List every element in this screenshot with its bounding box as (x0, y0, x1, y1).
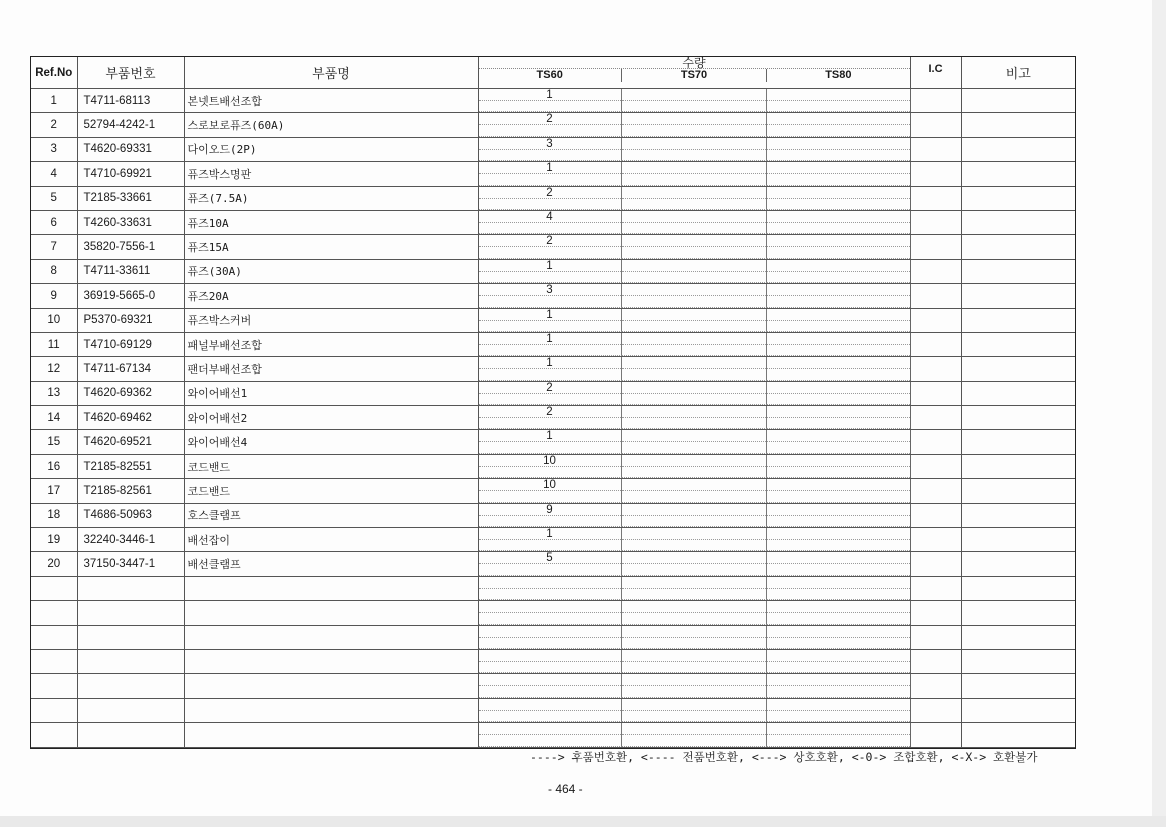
remarks-cell (961, 162, 1075, 186)
ref-no-cell: 15 (31, 430, 77, 454)
qty-ts60-value: 1 (546, 308, 553, 321)
header-ref-no: Ref.No (31, 57, 77, 89)
qty-ts60 (479, 674, 622, 697)
ic-cell (910, 162, 961, 186)
ref-no-cell: 7 (31, 235, 77, 259)
qty-ts60 (479, 235, 622, 258)
table-row (31, 137, 1075, 161)
part-name-cell: 와이어배선4 (184, 430, 478, 454)
ref-no-cell: 4 (31, 162, 77, 186)
qty-ts60 (479, 699, 622, 722)
qty-ts80 (767, 430, 910, 453)
qty-ts60 (479, 430, 622, 453)
table-row (31, 381, 1075, 405)
qty-ts60 (479, 577, 622, 600)
part-no-cell: 37150-3447-1 (77, 552, 184, 576)
part-name-cell: 코드밴드 (184, 479, 478, 503)
remarks-cell (961, 381, 1075, 405)
remarks-cell (961, 259, 1075, 283)
ic-cell (910, 723, 961, 747)
remarks-cell (961, 113, 1075, 137)
ref-no-cell (31, 625, 77, 649)
qty-ts70 (622, 674, 767, 697)
part-name-cell: 팬더부배선조합 (184, 357, 478, 381)
part-no-cell: T4710-69921 (77, 162, 184, 186)
remarks-cell (961, 698, 1075, 722)
ic-cell (910, 430, 961, 454)
ref-no-cell: 9 (31, 284, 77, 308)
header-quantity (478, 57, 910, 89)
qty-ts80 (767, 504, 910, 527)
header-part-no: 부품번호 (77, 57, 184, 89)
qty-ts70 (622, 382, 767, 405)
ic-cell (910, 479, 961, 503)
part-name-cell: 와이어배선1 (184, 381, 478, 405)
ref-no-cell (31, 698, 77, 722)
qty-ts60-value: 3 (546, 137, 553, 150)
qty-ts80 (767, 528, 910, 551)
part-no-cell: T2185-82561 (77, 479, 184, 503)
qty-ts60 (479, 162, 622, 185)
qty-ts60-value: 9 (546, 503, 553, 516)
qty-ts70 (622, 309, 767, 332)
qty-ts60 (479, 552, 622, 575)
part-no-cell: T4711-67134 (77, 357, 184, 381)
qty-ts60 (479, 89, 622, 112)
part-no-cell (77, 625, 184, 649)
ref-no-cell (31, 576, 77, 600)
qty-ts60 (479, 113, 622, 136)
remarks-cell (961, 576, 1075, 600)
qty-ts80 (767, 552, 910, 575)
header-part-name: 부품명 (184, 57, 478, 89)
qty-ts60-value: 2 (546, 381, 553, 394)
part-no-cell: T4620-69362 (77, 381, 184, 405)
qty-ts80 (767, 479, 910, 502)
interchangeability-legend: ----> 후품번호환, <---- 전품번호환, <---> 상호호환, <-0-> 조합호환, <-X-> 호환불가 (530, 750, 1038, 764)
ic-cell (910, 698, 961, 722)
qty-ts70 (622, 162, 767, 185)
ic-cell (910, 284, 961, 308)
part-name-cell: 코드밴드 (184, 454, 478, 478)
qty-ts60 (479, 309, 622, 332)
qty-ts70 (622, 626, 767, 649)
part-name-cell: 퓨즈15A (184, 235, 478, 259)
part-name-cell: 퓨즈박스커버 (184, 308, 478, 332)
qty-ts70 (622, 284, 767, 307)
table-row (31, 284, 1075, 308)
ic-cell (910, 625, 961, 649)
remarks-cell (961, 357, 1075, 381)
qty-ts70 (622, 577, 767, 600)
qty-ts70 (622, 211, 767, 234)
qty-ts80 (767, 723, 910, 746)
remarks-cell (961, 625, 1075, 649)
parts-table (31, 57, 1075, 748)
qty-ts60 (479, 211, 622, 234)
remarks-cell (961, 89, 1075, 113)
part-name-cell (184, 698, 478, 722)
ic-cell (910, 406, 961, 430)
remarks-cell (961, 235, 1075, 259)
qty-ts60-value: 2 (546, 113, 553, 126)
qty-ts80 (767, 138, 910, 161)
qty-ts70 (622, 699, 767, 722)
header-model-ts60: TS60 (479, 69, 622, 82)
qty-ts80 (767, 260, 910, 283)
remarks-cell (961, 430, 1075, 454)
remarks-cell (961, 601, 1075, 625)
qty-ts70 (622, 528, 767, 551)
ic-cell (910, 259, 961, 283)
remarks-cell (961, 137, 1075, 161)
ref-no-cell (31, 723, 77, 747)
qty-ts60-value: 5 (546, 552, 553, 565)
ref-no-cell (31, 601, 77, 625)
table-row (31, 259, 1075, 283)
qty-ts70 (622, 430, 767, 453)
qty-ts60-value: 1 (546, 162, 553, 175)
qty-ts60-value: 1 (546, 357, 553, 370)
table-row (31, 89, 1075, 113)
part-no-cell: T4686-50963 (77, 503, 184, 527)
ic-cell (910, 89, 961, 113)
part-no-cell: T4711-68113 (77, 89, 184, 113)
table-row (31, 406, 1075, 430)
part-no-cell: T4620-69521 (77, 430, 184, 454)
qty-ts70 (622, 333, 767, 356)
qty-ts70 (622, 113, 767, 136)
table-row (31, 479, 1075, 503)
qty-ts60-value: 1 (546, 89, 553, 101)
part-name-cell: 패널부배선조합 (184, 332, 478, 356)
empty-table-row (31, 625, 1075, 649)
qty-ts80 (767, 211, 910, 234)
part-no-cell: T2185-33661 (77, 186, 184, 210)
part-no-cell: 52794-4242-1 (77, 113, 184, 137)
qty-ts60 (479, 406, 622, 429)
part-name-cell (184, 649, 478, 673)
qty-ts70 (622, 479, 767, 502)
table-row (31, 162, 1075, 186)
part-no-cell (77, 723, 184, 747)
table-row (31, 357, 1075, 381)
table-row (31, 210, 1075, 234)
ic-cell (910, 357, 961, 381)
ref-no-cell: 5 (31, 186, 77, 210)
ic-cell (910, 576, 961, 600)
part-name-cell: 퓨즈20A (184, 284, 478, 308)
qty-ts60 (479, 187, 622, 210)
part-no-cell: T2185-82551 (77, 454, 184, 478)
qty-ts80 (767, 699, 910, 722)
empty-table-row (31, 674, 1075, 698)
qty-ts60 (479, 382, 622, 405)
qty-ts60-value: 10 (543, 479, 556, 492)
ref-no-cell: 1 (31, 89, 77, 113)
ref-no-cell: 10 (31, 308, 77, 332)
qty-ts60 (479, 479, 622, 502)
qty-ts70 (622, 552, 767, 575)
part-name-cell: 퓨즈(7.5A) (184, 186, 478, 210)
qty-ts60 (479, 723, 622, 746)
header-remarks: 비고 (961, 57, 1075, 89)
remarks-cell (961, 723, 1075, 747)
ic-cell (910, 601, 961, 625)
qty-ts60-value: 10 (543, 454, 556, 467)
qty-ts60-value: 1 (546, 332, 553, 345)
part-no-cell (77, 698, 184, 722)
ic-cell (910, 381, 961, 405)
qty-ts80 (767, 187, 910, 210)
ic-cell (910, 454, 961, 478)
ic-cell (910, 332, 961, 356)
qty-ts80 (767, 406, 910, 429)
qty-ts80 (767, 601, 910, 624)
qty-ts80 (767, 626, 910, 649)
ref-no-cell: 19 (31, 528, 77, 552)
part-no-cell: 36919-5665-0 (77, 284, 184, 308)
header-model-ts70: TS70 (622, 69, 767, 82)
part-name-cell: 다이오드(2P) (184, 137, 478, 161)
qty-ts60-value: 1 (546, 259, 553, 272)
qty-ts80 (767, 235, 910, 258)
part-no-cell (77, 649, 184, 673)
part-no-cell: T4710-69129 (77, 332, 184, 356)
part-name-cell (184, 601, 478, 625)
qty-ts70 (622, 138, 767, 161)
table-row (31, 113, 1075, 137)
part-name-cell: 퓨즈10A (184, 210, 478, 234)
qty-ts70 (622, 504, 767, 527)
qty-ts70 (622, 406, 767, 429)
qty-ts60-value: 4 (546, 210, 553, 223)
qty-ts70 (622, 187, 767, 210)
qty-ts60 (479, 455, 622, 478)
remarks-cell (961, 552, 1075, 576)
part-no-cell: 35820-7556-1 (77, 235, 184, 259)
qty-ts60 (479, 504, 622, 527)
qty-ts70 (622, 89, 767, 112)
part-no-cell: T4620-69462 (77, 406, 184, 430)
qty-ts80 (767, 455, 910, 478)
table-body (31, 89, 1075, 748)
table-header (31, 57, 1075, 89)
qty-ts80 (767, 284, 910, 307)
ref-no-cell: 11 (31, 332, 77, 356)
qty-ts70 (622, 650, 767, 673)
part-name-cell: 와이어배선2 (184, 406, 478, 430)
remarks-cell (961, 674, 1075, 698)
table-row (31, 454, 1075, 478)
ref-no-cell (31, 649, 77, 673)
qty-ts60 (479, 626, 622, 649)
part-no-cell: T4620-69331 (77, 137, 184, 161)
qty-ts80 (767, 357, 910, 380)
part-no-cell (77, 576, 184, 600)
table-row (31, 235, 1075, 259)
ref-no-cell: 14 (31, 406, 77, 430)
empty-table-row (31, 698, 1075, 722)
remarks-cell (961, 284, 1075, 308)
remarks-cell (961, 186, 1075, 210)
qty-ts60 (479, 357, 622, 380)
ref-no-cell: 3 (31, 137, 77, 161)
remarks-cell (961, 308, 1075, 332)
part-no-cell (77, 601, 184, 625)
qty-ts60 (479, 260, 622, 283)
qty-ts60 (479, 284, 622, 307)
remarks-cell (961, 479, 1075, 503)
ic-cell (910, 113, 961, 137)
part-name-cell (184, 723, 478, 747)
qty-ts70 (622, 235, 767, 258)
ref-no-cell: 12 (31, 357, 77, 381)
qty-ts70 (622, 357, 767, 380)
qty-ts80 (767, 89, 910, 112)
part-name-cell: 스로보로퓨즈(60A) (184, 113, 478, 137)
table-row (31, 186, 1075, 210)
ref-no-cell: 20 (31, 552, 77, 576)
ic-cell (910, 186, 961, 210)
part-name-cell (184, 576, 478, 600)
part-no-cell (77, 674, 184, 698)
qty-ts80 (767, 113, 910, 136)
ic-cell (910, 503, 961, 527)
qty-ts80 (767, 309, 910, 332)
remarks-cell (961, 649, 1075, 673)
qty-ts60-value: 1 (546, 430, 553, 443)
ic-cell (910, 210, 961, 234)
ref-no-cell: 13 (31, 381, 77, 405)
part-name-cell (184, 674, 478, 698)
ref-no-cell: 6 (31, 210, 77, 234)
remarks-cell (961, 332, 1075, 356)
qty-ts60-value: 2 (546, 235, 553, 248)
ref-no-cell: 18 (31, 503, 77, 527)
ic-cell (910, 308, 961, 332)
part-no-cell: P5370-69321 (77, 308, 184, 332)
empty-table-row (31, 723, 1075, 747)
ic-cell (910, 552, 961, 576)
qty-ts70 (622, 601, 767, 624)
qty-ts80 (767, 162, 910, 185)
part-name-cell: 본넷트배선조합 (184, 89, 478, 113)
qty-ts60 (479, 528, 622, 551)
empty-table-row (31, 576, 1075, 600)
qty-ts80 (767, 577, 910, 600)
remarks-cell (961, 406, 1075, 430)
remarks-cell (961, 454, 1075, 478)
ic-cell (910, 674, 961, 698)
qty-ts70 (622, 455, 767, 478)
qty-ts80 (767, 333, 910, 356)
qty-ts60-value: 3 (546, 284, 553, 297)
remarks-cell (961, 210, 1075, 234)
qty-ts60-value: 1 (546, 528, 553, 541)
qty-ts60 (479, 601, 622, 624)
qty-ts60 (479, 138, 622, 161)
qty-ts60-value: 2 (546, 186, 553, 199)
part-name-cell: 배선잡이 (184, 528, 478, 552)
ic-cell (910, 649, 961, 673)
qty-ts80 (767, 382, 910, 405)
remarks-cell (961, 503, 1075, 527)
empty-table-row (31, 649, 1075, 673)
remarks-cell (961, 528, 1075, 552)
qty-ts60 (479, 650, 622, 673)
qty-ts60 (479, 333, 622, 356)
ref-no-cell: 8 (31, 259, 77, 283)
qty-ts60-value: 2 (546, 406, 553, 419)
qty-ts70 (622, 723, 767, 746)
ic-cell (910, 137, 961, 161)
header-ic: I.C (910, 57, 961, 89)
header-quantity-label: 수량 (682, 57, 706, 70)
table-row (31, 552, 1075, 576)
ic-cell (910, 528, 961, 552)
part-no-cell: T4260-33631 (77, 210, 184, 234)
ref-no-cell: 2 (31, 113, 77, 137)
page-number: - 464 - (548, 782, 583, 796)
table-row (31, 308, 1075, 332)
part-no-cell: 32240-3446-1 (77, 528, 184, 552)
part-no-cell: T4711-33611 (77, 259, 184, 283)
table-row (31, 332, 1075, 356)
ref-no-cell (31, 674, 77, 698)
ref-no-cell: 17 (31, 479, 77, 503)
table-row (31, 503, 1075, 527)
parts-table-frame (30, 56, 1076, 749)
part-name-cell: 배선클램프 (184, 552, 478, 576)
empty-table-row (31, 601, 1075, 625)
table-row (31, 430, 1075, 454)
ref-no-cell: 16 (31, 454, 77, 478)
ic-cell (910, 235, 961, 259)
part-name-cell: 호스클램프 (184, 503, 478, 527)
table-row (31, 528, 1075, 552)
part-name-cell (184, 625, 478, 649)
header-model-ts80: TS80 (825, 69, 852, 81)
part-name-cell: 퓨즈(30A) (184, 259, 478, 283)
part-name-cell: 퓨즈박스명판 (184, 162, 478, 186)
qty-ts70 (622, 260, 767, 283)
qty-ts80 (767, 674, 910, 697)
qty-ts80 (767, 650, 910, 673)
